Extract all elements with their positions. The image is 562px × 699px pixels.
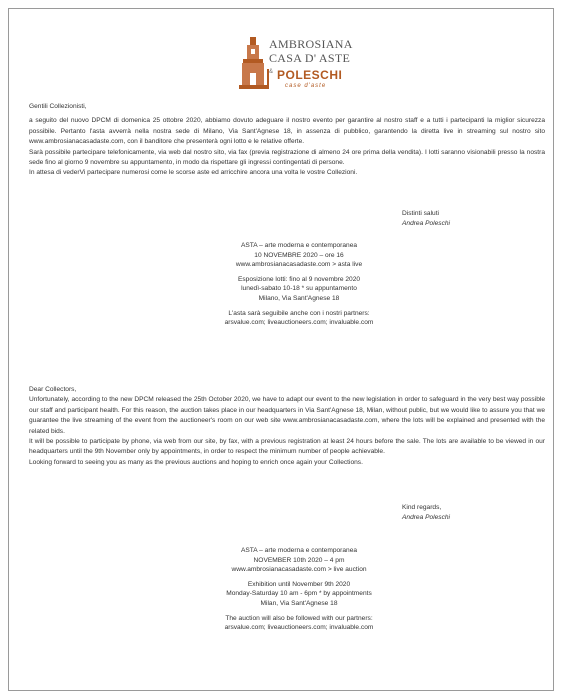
logo-ampersand: & [269,69,274,75]
logo-line-casa-daste: CASA D' ASTE [269,51,351,65]
italian-signature: Andrea Poleschi [402,220,451,227]
english-greeting: Dear Collectors, [29,386,77,393]
italian-greeting: Gentili Collezionisti, [29,103,87,110]
italian-auction-line: ASTA – arte moderna e contemporanea [240,242,358,249]
italian-auction-line: 10 NOVEMBRE 2020 – ore 16 [254,251,344,259]
english-auction-line: www.ambrosianacasadaste.com > live auction [231,566,367,574]
logo-poleschi: POLESCHI [277,68,343,82]
auction-house-logo [239,35,359,95]
italian-closing: Distinti saluti [402,210,440,217]
english-letter-body [29,385,545,468]
castle-tower-icon [239,35,267,91]
english-paragraph-3: Looking forward to seeing you as many as the previous auctions and hoping to enrich once again your Collections. [29,458,363,466]
english-paragraph-2: It will be possible to participate by phone, via web from our site, by fax, with a previous registration at least 24 hours before the sale. The lots are available to be viewed in our headquarters until the 9th November only by appointments, in order to respect the minimum number of people achievable. [29,438,545,456]
italian-letter-body [29,102,545,179]
logo-poleschi-subtitle: case d'aste [285,83,327,89]
english-auction-line: NOVEMBER 10th 2020 – 4 pm [253,556,345,564]
english-auction-line: ASTA – arte moderna e contemporanea [240,547,358,554]
english-exhibition-line: Exhibition until November 9th 2020 [247,580,351,588]
italian-auction-line: www.ambrosianacasadaste.com > asta live [235,261,363,269]
italian-signoff [402,209,450,229]
english-closing: Kind regards, [402,504,442,511]
italian-paragraph-2: Sarà possibile partecipare telefonicamente, via web dal nostro sito, via fax (previa registrazione di almeno 24 ore prima della vendita). I lotti saranno visionabili presso la nostra sede fino al giorno 9 novembre su appuntamento, in modo da rispettare gli ingressi contingentati di persone. [29,148,545,167]
english-signature: Andrea Poleschi [402,514,451,521]
italian-partners-line: arsvalue.com; liveauctioneers.com; invaluable.com [224,319,374,327]
italian-exhibition-line: Milano, Via Sant'Agnese 18 [258,294,340,302]
italian-exhibition-line: Esposizione lotti: fino al 9 novembre 2020 [237,275,361,283]
logo-line-ambrosiana: AMBROSIANA [269,37,353,51]
letter-page [8,8,554,691]
english-partners-line: The auction will also be followed with our partners: [225,614,373,622]
english-signoff [402,503,450,523]
english-paragraph-1: Unfortunately, according to the new DPCM released the 25th October 2020, we have to adapt our event to the new legislation in order to safeguard in the very best way possible our staff and participant health. For this reason, the auction takes place in our headquarters in Via Sant'Agnese 18, Milan, without public, but we would like to assure you that we guarantee the live streaming of the event from the auctioneer's room on our web site www.ambrosianacasadaste.com, where the lots will be explained and presented with the related bids. [29,396,545,435]
italian-partners-line: L'asta sarà seguibile anche con i nostri partners: [228,309,370,317]
english-exhibition-line: Monday-Saturday 10 am - 6pm * by appointments [226,590,372,598]
italian-paragraph-3: In attesa di vederVi partecipare numerosi come le scorse aste ed arricchire ancora una volta le vostre Collezioni. [29,169,358,177]
english-partners-line: arsvalue.com; liveauctioneers.com; invaluable.com [224,624,374,632]
italian-paragraph-1: a seguito del nuovo DPCM di domenica 25 ottobre 2020, abbiamo dovuto adeguare il nostro evento per garantire al nostro staff e a tutti i partecipanti la miglior sicurezza possibile. Pertanto l'asta avverrà nella nostra sede di Milano, Via Sant'Agnese 18, in assenza di pubblico, garantendo la diretta live in streaming sul nostro sito www.ambrosianacasadaste.com, con il banditore che presenterà ogni lotto e le relative offerte. [29,117,545,146]
italian-auction-details [129,241,469,328]
english-auction-details [129,546,469,633]
italian-exhibition-line: lunedì-sabato 10-18 * su appuntamento [241,285,357,293]
english-exhibition-line: Milan, Via Sant'Agnese 18 [260,599,338,607]
